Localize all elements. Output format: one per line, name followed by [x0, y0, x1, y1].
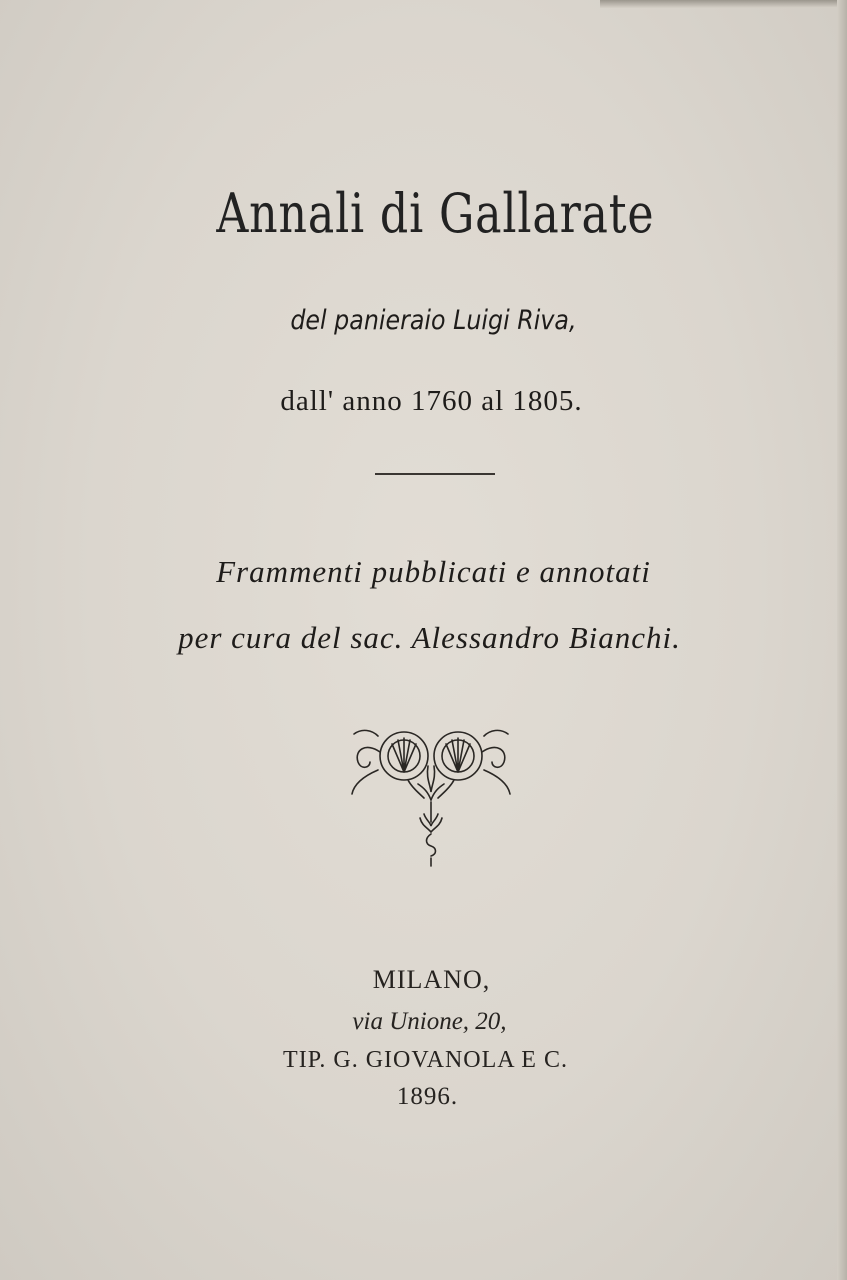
- credit-line-2: per cura del sac. Alessandro Bianchi.: [178, 620, 681, 655]
- credit-line-1: Frammenti pubblicati e annotati: [216, 554, 651, 589]
- date-range: dall' anno 1760 al 1805.: [280, 385, 583, 417]
- imprint-year: 1896.: [396, 1083, 459, 1110]
- page-edge-top: [600, 0, 847, 8]
- floral-ornament-icon: [348, 722, 514, 868]
- imprint-street: via Unione, 20,: [352, 1008, 507, 1035]
- divider-rule: [375, 473, 495, 475]
- imprint-printer: TIP. G. GIOVANOLA E C.: [283, 1047, 568, 1073]
- imprint-city: MILANO,: [372, 965, 491, 994]
- book-subtitle: del panieraio Luigi Riva,: [290, 305, 577, 336]
- book-title: Annali di Gallarate: [216, 182, 655, 245]
